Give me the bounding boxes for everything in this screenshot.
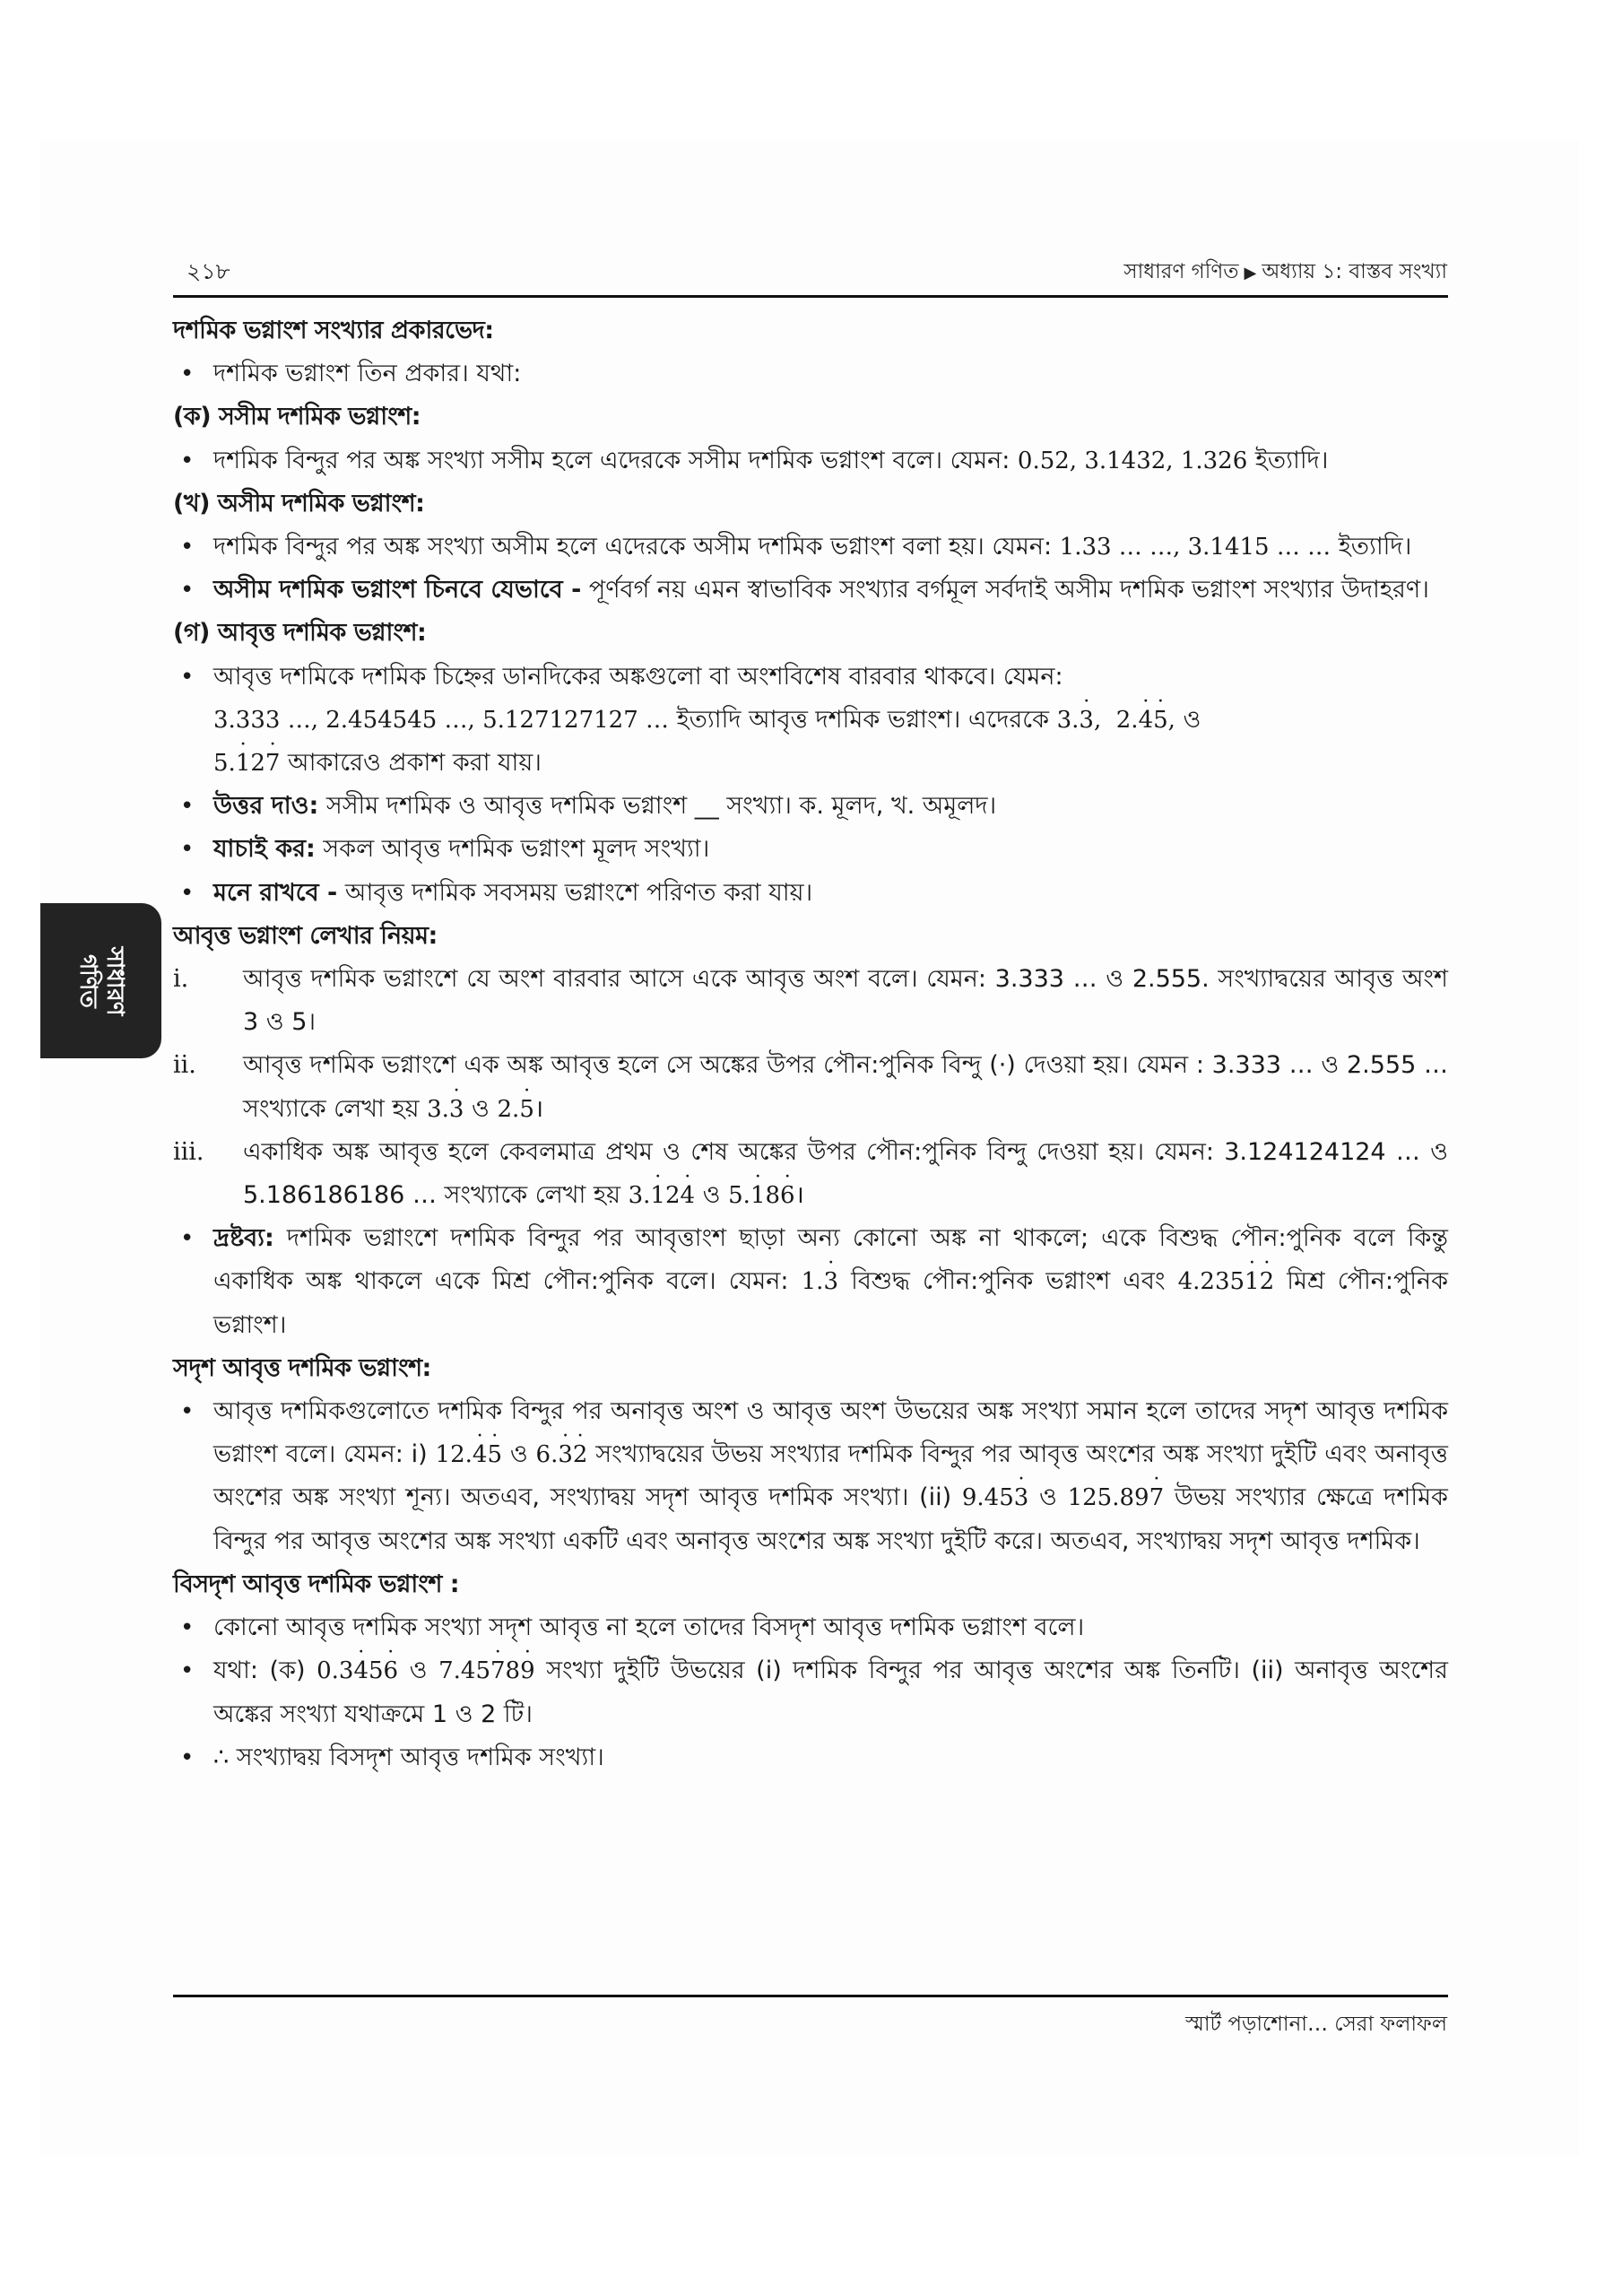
triangle-right-icon: ▶ (1244, 264, 1257, 283)
page-number: ২১৮ (186, 258, 230, 284)
list-item: • দশমিক বিন্দুর পর অঙ্ক সংখ্যা অসীম হলে এদেরকে অসীম দশমিক ভগ্নাংশ বলা হয়। যেমন: 1.33 … …, 3.1415 … … ইত্যাদি। (173, 526, 1448, 569)
list-item: • দশমিক বিন্দুর পর অঙ্ক সংখ্যা সসীম হলে এদেরকে সসীম দশমিক ভগ্নাংশ বলে। যেমন: 0.52, 3.1432, 1.326 ইত্যাদি। (173, 439, 1448, 483)
footer-tagline: স্মার্ট পড়াশোনা… সেরা ফলাফল (1184, 2013, 1447, 2036)
section-heading-recurring: (গ) আবৃত্ত দশমিক ভগ্নাংশ: (173, 619, 427, 648)
footer-divider (173, 1995, 1448, 1997)
list-item: • আবৃত্ত দশমিকগুলোতে দশমিক বিন্দুর পর অনাবৃত্ত অংশ ও আবৃত্ত অংশ উভয়ের অঙ্ক সংখ্যা সমান হলে তাদের সদৃশ আবৃত্ত দশমিক ভগ্নাংশ বলে। যেমন: i) 12.4 ·5 · ও 6.3 ·2 · সংখ্যাদ্বয়ের উভয় সংখ্যার দশমিক বিন্দুর পর আবৃত্ত অংশের অঙ্ক সংখ্যা দুইটি এবং অনাবৃত্ত অংশের অঙ্ক সংখ্যা শূন্য। অতএব, সংখ্যাদ্বয় সদৃশ আবৃত্ত দশমিক সংখ্যা। (ii) 9.453 · ও 125.897 · উভয় সংখ্যার ক্ষেত্রে দশমিক বিন্দুর পর আবৃত্ত অংশের অঙ্ক সংখ্যা একটি এবং অনাবৃত্ত অংশের অঙ্ক সংখ্যা দুইটি করে। অতএব, সংখ্যাদ্বয় সদৃশ আবৃত্ত দশমিক। (173, 1390, 1448, 1563)
list-item: • ∴ সংখ্যাদ্বয় বিসদৃশ আবৃত্ত দশমিক সংখ্যা। (173, 1736, 1448, 1779)
section-heading-rules: আবৃত্ত ভগ্নাংশ লেখার নিয়ম: (173, 921, 438, 950)
list-item: • দশমিক ভগ্নাংশ তিন প্রকার। যথা: (173, 352, 1448, 396)
side-tab-line2: গণিত (74, 953, 101, 1008)
section-heading-terminating: (ক) সসীম দশমিক ভগ্নাংশ: (173, 403, 421, 431)
list-item: • আবৃত্ত দশমিকে দশমিক চিহ্নের ডানদিকের অঙ্কগুলো বা অংশবিশেষ বারবার থাকবে। যেমন: 3.333 …, 2.454545 …, 5.127127127 … ইত্যাদি আবৃত্ত দশমিক ভগ্নাংশ। এদেরকে 3.3 ·, 2.4 ·5 ·, ও 5.1 ·27 · আকারেও প্রকাশ করা যায়। (173, 656, 1448, 786)
rule-item: iii. একাধিক অঙ্ক আবৃত্ত হলে কেবলমাত্র প্রথম ও শেষ অঙ্কের উপর পৌন:পুনিক বিন্দু দেওয়া হয়। যেমন: 3.124124124 … ও 5.186186186 … সংখ্যাকে লেখা হয় 3.1 ·24 · ও 5.1 ·86 ·। (173, 1131, 1448, 1217)
side-tab (40, 903, 161, 1058)
rule-item: i. আবৃত্ত দশমিক ভগ্নাংশে যে অংশ বারবার আসে একে আবৃত্ত অংশ বলে। যেমন: 3.333 … ও 2.555. সংখ্যাদ্বয়ের আবৃত্ত অংশ 3 ও 5। (173, 965, 1448, 1037)
list-item: • উত্তর দাও: সসীম দশমিক ও আবৃত্ত দশমিক ভগ্নাংশ __ সংখ্যা। ক. মূলদ, খ. অমূলদ। (173, 785, 1448, 828)
section-heading-dissimilar: বিসদৃশ আবৃত্ত দশমিক ভগ্নাংশ : (173, 1570, 460, 1598)
list-item: • অসীম দশমিক ভগ্নাংশ চিনবে যেভাবে - পূর্ণবর্গ নয় এমন স্বাভাবিক সংখ্যার বর্গমূল সর্বদাই অসীম দশমিক ভগ্নাংশ সংখ্যার উদাহরণ। (173, 569, 1448, 612)
list-item: • দ্রষ্টব্য: দশমিক ভগ্নাংশে দশমিক বিন্দুর পর আবৃত্তাংশ ছাড়া অন্য কোনো অঙ্ক না থাকলে; একে বিশুদ্ধ পৌন:পুনিক বলে কিন্তু একাধিক অঙ্ক থাকলে একে মিশ্র পৌন:পুনিক বলে। যেমন: 1.3 · বিশুদ্ধ পৌন:পুনিক ভগ্নাংশ এবং 4.2351 ·2 · মিশ্র পৌন:পুনিক ভগ্নাংশ। (173, 1217, 1448, 1347)
side-tab-label (74, 946, 128, 1015)
breadcrumb-chapter: অধ্যায় ১: বাস্তব সংখ্যা (1262, 260, 1447, 283)
header-divider (173, 295, 1448, 298)
rule-item: ii. আবৃত্ত দশমিক ভগ্নাংশে এক অঙ্ক আবৃত্ত হলে সে অঙ্কের উপর পৌন:পুনিক বিন্দু (·) দেওয়া হয়। যেমন : 3.333 … ও 2.555 … সংখ্যাকে লেখা হয় 3.3 · ও 2.5 ·। (173, 1044, 1448, 1130)
section-heading-nonterminating: (খ) অসীম দশমিক ভগ্নাংশ: (173, 489, 425, 517)
breadcrumb (1123, 255, 1447, 290)
list-item: • যাচাই কর: সকল আবৃত্ত দশমিক ভগ্নাংশ মূলদ সংখ্যা। (173, 828, 1448, 871)
section-heading-types: দশমিক ভগ্নাংশ সংখ্যার প্রকারভেদ: (173, 317, 494, 344)
section-heading-similar: সদৃশ আবৃত্ত দশমিক ভগ্নাংশ: (173, 1353, 431, 1382)
list-item: • যথা: (ক) 0.34 ·56 · ও 7.457 ·89 · সংখ্যা দুইটি উভয়ের (i) দশমিক বিন্দুর পর আবৃত্ত অংশের অঙ্ক তিনটি। (ii) অনাবৃত্ত অংশের অঙ্কের সংখ্যা যথাক্রমে 1 ও 2 টি। (173, 1649, 1448, 1735)
list-item: • মনে রাখবে - আবৃত্ত দশমিক সবসময় ভগ্নাংশে পরিণত করা যায়। (173, 872, 1448, 915)
page-content (173, 309, 1448, 1779)
list-item: • কোনো আবৃত্ত দশমিক সংখ্যা সদৃশ আবৃত্ত না হলে তাদের বিসদৃশ আবৃত্ত দশমিক ভগ্নাংশ বলে। (173, 1606, 1448, 1649)
side-tab-line1: সাধারণ (100, 946, 128, 1015)
breadcrumb-subject: সাধারণ গণিত (1123, 260, 1239, 283)
